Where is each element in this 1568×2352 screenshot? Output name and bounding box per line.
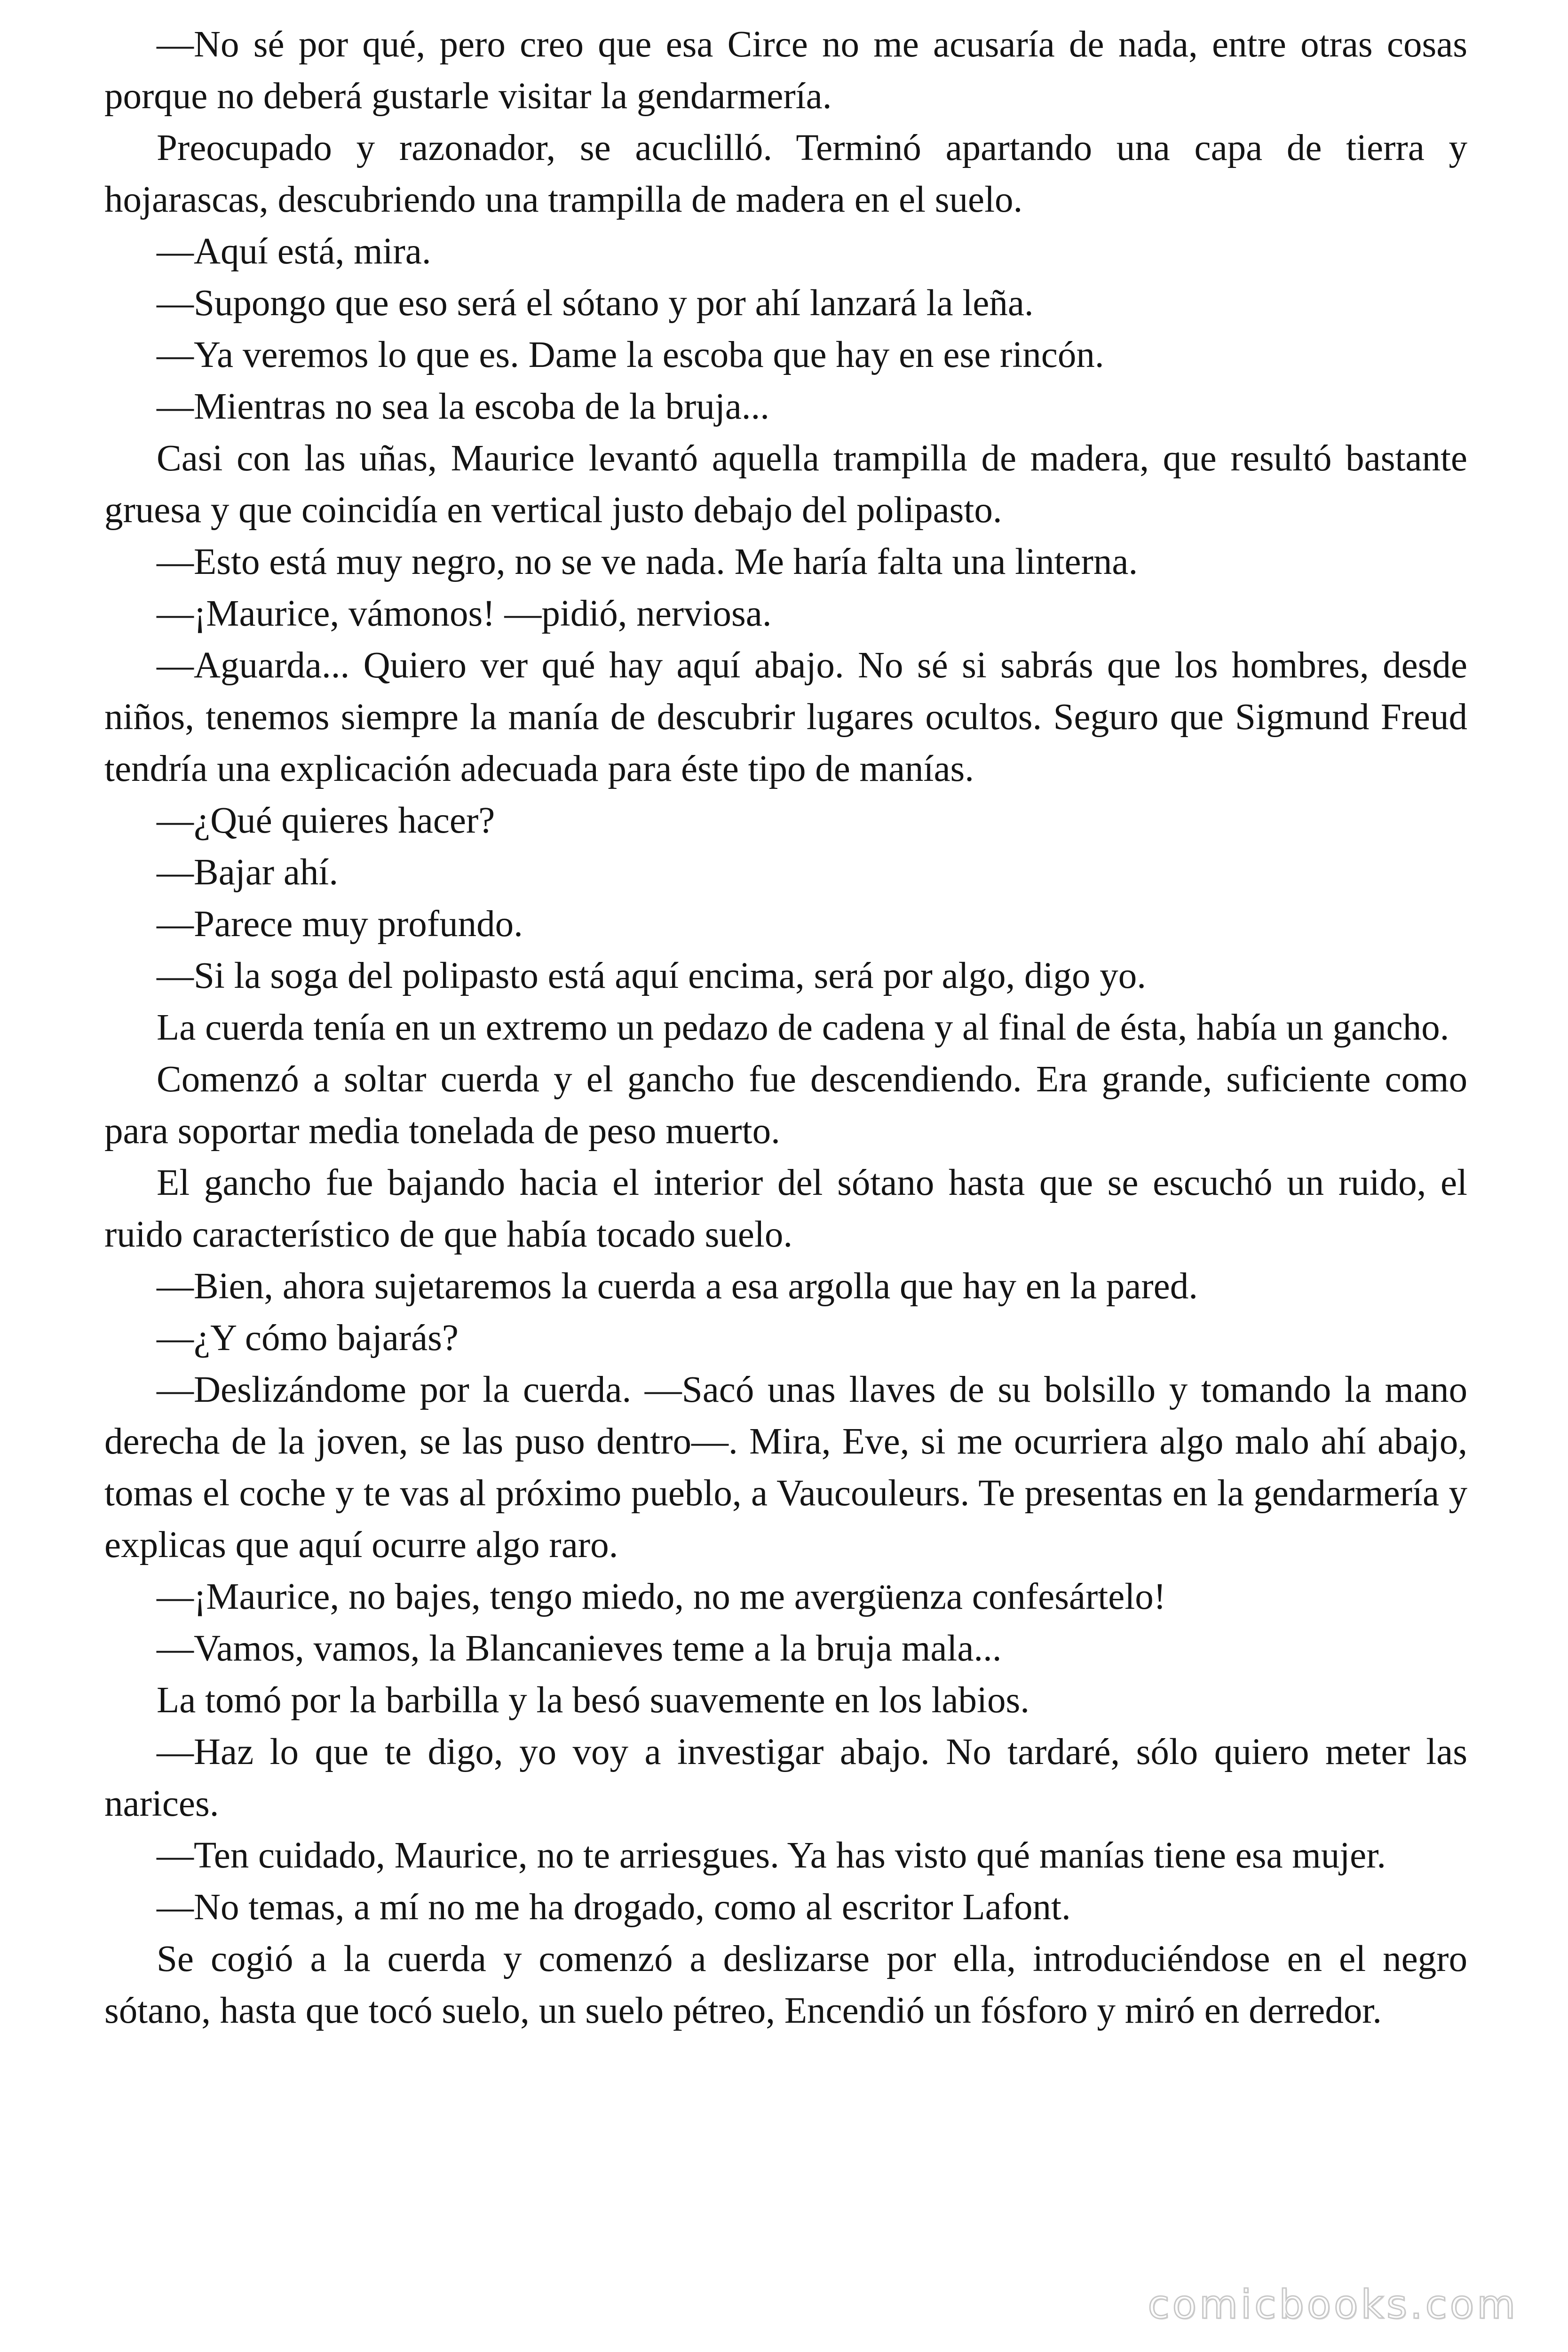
paragraph-2: Preocupado y razonador, se acuclilló. Terminó apartando una capa de tierra y hojarascas, descubriendo una trampilla de madera en el suelo. [104,127,1467,220]
paragraph-17: El gancho fue bajando hacia el interior del sótano hasta que se escuchó un ruido, el ruido característico de que había tocado suelo. [104,1162,1467,1255]
paragraph-8: —Esto está muy negro, no se ve nada. Me haría falta una linterna. [157,541,1138,582]
paragraph-10: —Aguarda... Quiero ver qué hay aquí abajo. No sé si sabrás que los hombres, desde niños, tenemos siempre la manía de descubrir lugares ocultos. Seguro que Sigmund Freud tendría una explicación adecuada para éste tipo de manías. [104,645,1467,789]
paragraph-9: —¡Maurice, vámonos! —pidió, nerviosa. [157,593,772,634]
source-watermark: comicbooks.com [1148,2281,1518,2328]
paragraph-6: —Mientras no sea la escoba de la bruja... [157,386,770,427]
paragraph-11: —¿Qué quieres hacer? [157,800,495,841]
paragraph-3: —Aquí está, mira. [157,231,431,272]
paragraph-23: La tomó por la barbilla y la besó suavemente en los labios. [157,1680,1029,1721]
paragraph-19: —¿Y cómo bajarás? [157,1318,459,1359]
paragraph-21: —¡Maurice, no bajes, tengo miedo, no me avergüenza confesártelo! [157,1576,1166,1617]
paragraph-18: —Bien, ahora sujetaremos la cuerda a esa argolla que hay en la pared. [157,1266,1198,1307]
page-body-text [104,19,1467,2037]
paragraph-27: Se cogió a la cuerda y comenzó a deslizarse por ella, introduciéndose en el negro sótano, hasta que tocó suelo, un suelo pétreo, Encendió un fósforo y miró en derredor. [104,1939,1467,2031]
paragraph-26: —No temas, a mí no me ha drogado, como al escritor Lafont. [157,1887,1071,1928]
paragraph-24: —Haz lo que te digo, yo voy a investigar abajo. No tardaré, sólo quiero meter las narices. [104,1732,1467,1824]
paragraph-14: —Si la soga del polipasto está aquí encima, será por algo, digo yo. [157,955,1146,996]
paragraph-20: —Deslizándome por la cuerda. —Sacó unas llaves de su bolsillo y tomando la mano derecha de la joven, se las puso dentro—. Mira, Eve, si me ocurriera algo malo ahí abajo, tomas el coche y te vas al próximo pueblo, a Vaucouleurs. Te presentas en la gendarmería y explicas que aquí ocurre algo raro. [104,1369,1467,1565]
paragraph-12: —Bajar ahí. [157,852,339,893]
paragraph-25: —Ten cuidado, Maurice, no te arriesgues. Ya has visto qué manías tiene esa mujer. [157,1835,1386,1876]
paragraph-5: —Ya veremos lo que es. Dame la escoba que hay en ese rincón. [157,334,1104,375]
paragraph-4: —Supongo que eso será el sótano y por ahí lanzará la leña. [157,283,1034,324]
paragraph-15: La cuerda tenía en un extremo un pedazo de cadena y al final de ésta, había un gancho. [157,1007,1449,1048]
paragraph-22: —Vamos, vamos, la Blancanieves teme a la bruja mala... [157,1628,1002,1669]
paragraph-7: Casi con las uñas, Maurice levantó aquella trampilla de madera, que resultó bastante gruesa y que coincidía en vertical justo debajo del polipasto. [104,438,1467,531]
paragraph-1: —No sé por qué, pero creo que esa Circe no me acusaría de nada, entre otras cosas porque no deberá gustarle visitar la gendarmería. [104,24,1467,117]
paragraph-13: —Parece muy profundo. [157,904,523,945]
paragraph-16: Comenzó a soltar cuerda y el gancho fue descendiendo. Era grande, suficiente como para soportar media tonelada de peso muerto. [104,1059,1467,1152]
